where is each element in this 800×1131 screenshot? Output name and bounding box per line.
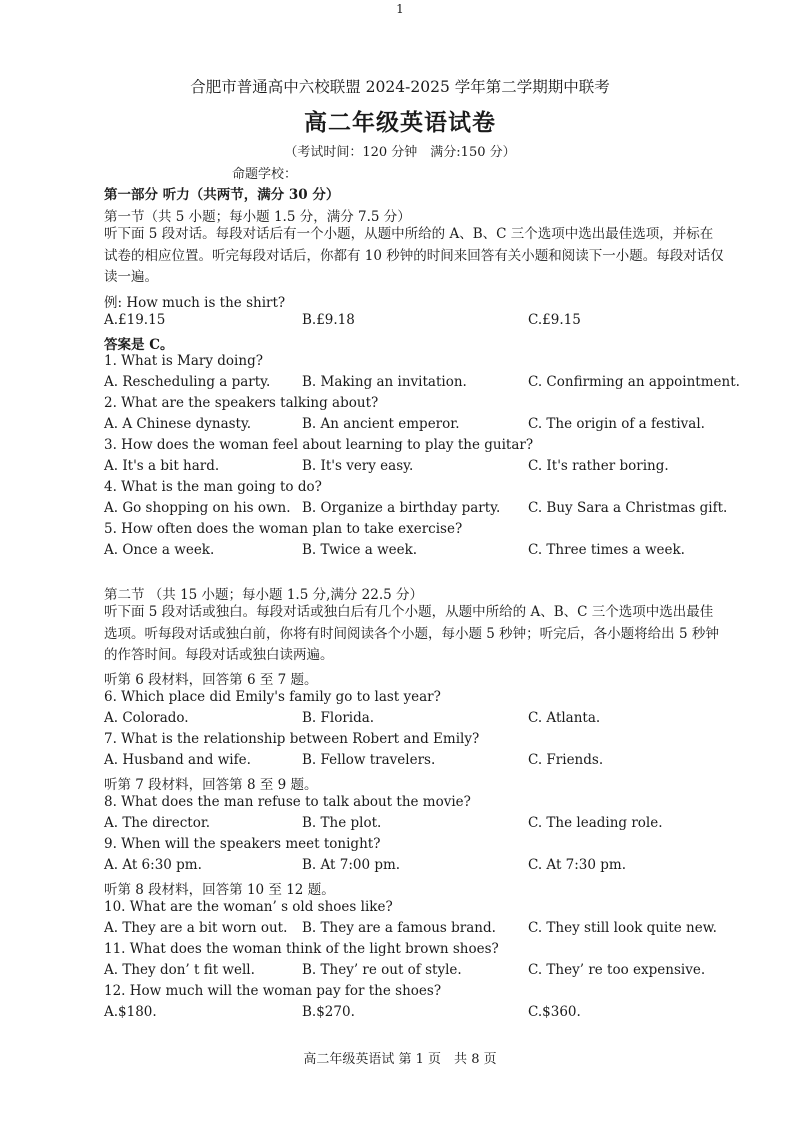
page-title: 高二年级英语试卷: [304, 109, 496, 136]
option-b: B. Fellow travelers.: [302, 752, 436, 768]
page-number-top: 1: [396, 2, 404, 16]
option-a: A. A Chinese dynasty.: [104, 416, 252, 432]
option-b: B. At 7:00 pm.: [302, 857, 401, 873]
question-10-options: [104, 920, 724, 940]
question-9-options: [104, 857, 724, 877]
question-5-options: [104, 542, 724, 562]
option-c: C. It's rather boring.: [528, 458, 669, 474]
option-b: B. An ancient emperor.: [302, 416, 460, 432]
option-a: A. They are a bit worn out.: [104, 920, 288, 936]
question-6: 6. Which place did Emily's family go to last year?: [104, 689, 441, 705]
option-c: C. Three times a week.: [528, 542, 685, 558]
option-a: A. At 6:30 pm.: [104, 857, 202, 873]
option-b: B. They are a famous brand.: [302, 920, 496, 936]
question-12-options: [104, 1004, 724, 1024]
material-8-label: 听第 8 段材料，回答第 10 至 12 题。: [104, 882, 335, 898]
question-11-options: [104, 962, 724, 982]
option-a: A. Go shopping on his own.: [104, 500, 291, 516]
question-8: 8. What does the man refuse to talk about the movie?: [104, 794, 471, 810]
section2-heading: 第二节 （共 15 小题；每小题 1.5 分,满分 22.5 分）: [104, 587, 424, 603]
section1-instructions: 听下面 5 段对话。每段对话后有一个小题，从题中所给的 A、B、C 三个选项中选出最佳选项，并标在试卷的相应位置。听完每段对话后，你都有 10 秒钟的时间来回答有关小题和阅读下一小题。每段对话仅读一遍。: [104, 226, 724, 285]
option-a: A. Rescheduling a party.: [104, 374, 271, 390]
option-b: B. The plot.: [302, 815, 382, 831]
option-a: A. Once a week.: [104, 542, 215, 558]
question-2-options: [104, 416, 724, 436]
option-c: C. The origin of a festival.: [528, 416, 705, 432]
question-9: 9. When will the speakers meet tonight?: [104, 836, 381, 852]
setter-label: 命题学校：: [232, 167, 298, 182]
option-b: B. Organize a birthday party.: [302, 500, 501, 516]
option-b: B.£9.18: [302, 312, 355, 328]
option-c: C.$360.: [528, 1004, 581, 1020]
question-12: 12. How much will the woman pay for the shoes?: [104, 983, 442, 999]
option-a: A. Colorado.: [104, 710, 189, 726]
school-header: 合肥市普通高中六校联盟 2024-2025 学年第二学期期中联考: [190, 78, 610, 96]
option-c: C.£9.15: [528, 312, 581, 328]
part1-heading: 第一部分 听力（共两节，满分 30 分）: [104, 187, 340, 203]
option-c: C. Buy Sara a Christmas gift.: [528, 500, 728, 516]
option-a: A. They don’ t fit well.: [104, 962, 255, 978]
question-5: 5. How often does the woman plan to take exercise?: [104, 521, 463, 537]
question-7-options: [104, 752, 724, 772]
question-4: 4. What is the man going to do?: [104, 479, 322, 495]
option-c: C. They’ re too expensive.: [528, 962, 706, 978]
material-6-label: 听第 6 段材料，回答第 6 至 7 题。: [104, 672, 318, 688]
question-7: 7. What is the relationship between Robert and Emily?: [104, 731, 480, 747]
question-6-options: [104, 710, 724, 730]
section2-instructions: 听下面 5 段对话或独白。每段对话或独白后有几个小题，从题中所给的 A、B、C 三个选项中选出最佳选项。听每段对话或独白前，你将有时间阅读各个小题，每小题 5 秒钟；听完后，各小题将给出 5 秒钟的作答时间。每段对话或独白读两遍。: [104, 604, 719, 663]
option-b: B. Florida.: [302, 710, 375, 726]
option-c: C. Atlanta.: [528, 710, 601, 726]
option-a: A.£19.15: [104, 312, 166, 328]
option-c: C. They still look quite new.: [528, 920, 717, 936]
option-b: B. Making an invitation.: [302, 374, 467, 390]
exam-info: （考试时间：120 分钟 满分:150 分）: [284, 145, 516, 160]
option-c: C. Confirming an appointment.: [528, 374, 740, 390]
example-options: [104, 312, 724, 332]
section1-heading: 第一节（共 5 小题；每小题 1.5 分，满分 7.5 分）: [104, 209, 411, 225]
question-10: 10. What are the woman’ s old shoes like?: [104, 899, 393, 915]
question-4-options: [104, 500, 728, 520]
example-question: 例: How much is the shirt?: [104, 295, 286, 311]
option-a: A. It's a bit hard.: [104, 458, 220, 474]
option-a: A. The director.: [104, 815, 211, 831]
question-1: 1. What is Mary doing?: [104, 353, 263, 369]
option-c: C. Friends.: [528, 752, 604, 768]
option-b: B. Twice a week.: [302, 542, 418, 558]
option-b: B. They’ re out of style.: [302, 962, 462, 978]
example-answer: 答案是 C。: [104, 337, 174, 353]
option-b: B. It's very easy.: [302, 458, 414, 474]
option-c: C. The leading role.: [528, 815, 663, 831]
option-b: B.$270.: [302, 1004, 355, 1020]
page-footer: 高二年级英语试 第 1 页 共 8 页: [303, 1052, 497, 1067]
material-7-label: 听第 7 段材料，回答第 8 至 9 题。: [104, 777, 318, 793]
option-a: A.$180.: [104, 1004, 157, 1020]
question-11: 11. What does the woman think of the light brown shoes?: [104, 941, 499, 957]
question-3-options: [104, 458, 724, 478]
question-8-options: [104, 815, 724, 835]
option-a: A. Husband and wife.: [104, 752, 251, 768]
question-3: 3. How does the woman feel about learning to play the guitar?: [104, 437, 534, 453]
question-2: 2. What are the speakers talking about?: [104, 395, 379, 411]
question-1-options: [104, 374, 740, 394]
option-c: C. At 7:30 pm.: [528, 857, 627, 873]
